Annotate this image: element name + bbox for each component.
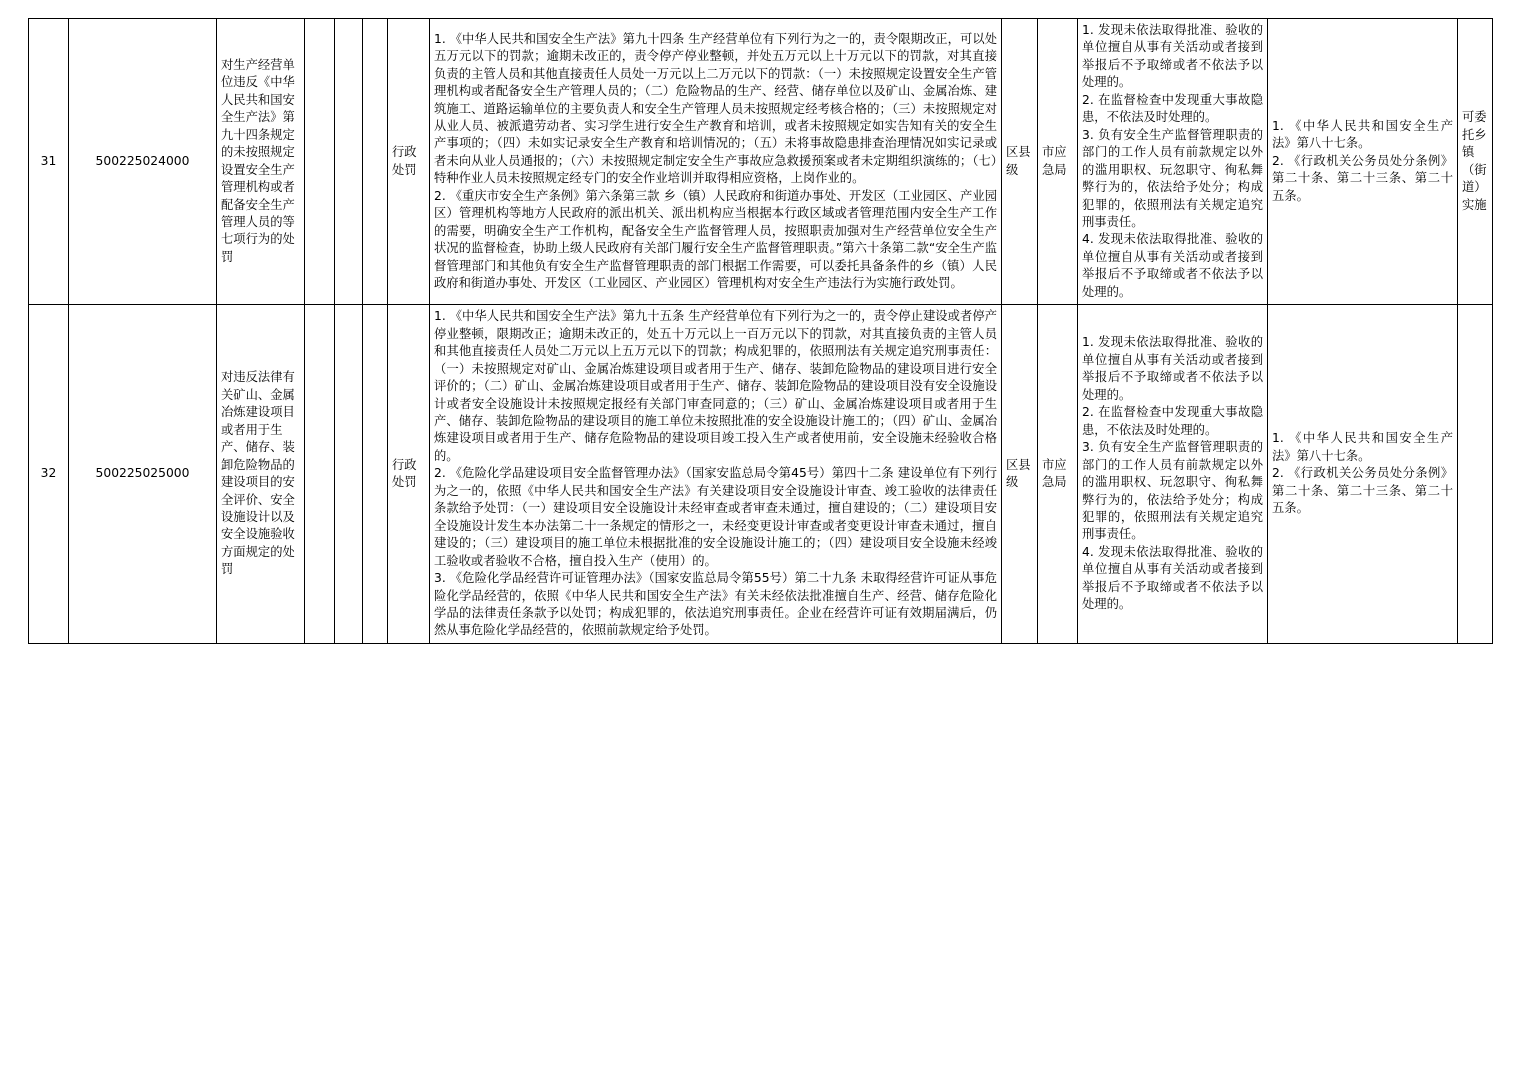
accountability-basis: 1. 《中华人民共和国安全生产法》第八十七条。 2. 《行政机关公务员处分条例》第二十条、第二十三条、第二十五条。	[1268, 19, 1458, 305]
table-body	[29, 19, 1493, 644]
blank-cell-3	[363, 305, 388, 644]
department: 市应急局	[1038, 305, 1078, 644]
row-index: 31	[29, 19, 69, 305]
implementation-level: 区县级	[1002, 19, 1038, 305]
legal-basis: 1. 《中华人民共和国安全生产法》第九十四条 生产经营单位有下列行为之一的，责令限期改正，可以处五万元以下的罚款；逾期未改正的，责令停产停业整顿，并处五万元以上十万元以下的罚款，对其直接负责的主管人员和其他直接责任人员处一万元以上二万元以下的罚款：（一）未按照规定设置安全生产管理机构或者配备安全生产管理人员的；（二）危险物品的生产、经营、储存单位以及矿山、金属冶炼、建筑施工、道路运输单位的主要负责人和安全生产管理人员未按照规定经考核合格的；（三）未按照规定对从业人员、被派遣劳动者、实习学生进行安全生产教育和培训，或者未按照规定如实告知有关的安全生产事项的；（四）未如实记录安全生产教育和培训情况的；（五）未将事故隐患排查治理情况如实记录或者未向从业人员通报的；（六）未按照规定制定安全生产事故应急救援预案或者未定期组织演练的；（七）特种作业人员未按照规定经专门的安全作业培训并取得相应资格，上岗作业的。 2. 《重庆市安全生产条例》第六条第三款 乡（镇）人民政府和街道办事处、开发区（工业园区、产业园区）管理机构等地方人民政府的派出机关、派出机构应当根据本行政区域或者管理范围内安全生产工作的需要，明确安全生产工作机构，配备安全生产监督管理人员，按照职责加强对生产经营单位安全生产状况的监督检查，协助上级人民政府有关部门履行安全生产监督管理职责。”第六十条第二款“安全生产监督管理部门和其他负有安全生产监督管理职责的部门根据工作需要，可以委托具备条件的乡（镇）人民政府和街道办事处、开发区（工业园区、产业园区）管理机构对安全生产违法行为实施行政处罚。	[430, 19, 1002, 305]
table-row	[29, 305, 1493, 644]
legal-basis: 1. 《中华人民共和国安全生产法》第九十五条 生产经营单位有下列行为之一的，责令停止建设或者停产停业整顿，限期改正；逾期未改正的，处五十万元以上一百万元以下的罚款，对其直接负责的主管人员和其他直接责任人员处二万元以上五万元以下的罚款；构成犯罪的，依照刑法有关规定追究刑事责任：（一）未按照规定对矿山、金属冶炼建设项目或者用于生产、储存、装卸危险物品的建设项目进行安全评价的；（二）矿山、金属冶炼建设项目或者用于生产、储存、装卸危险物品的建设项目没有安全设施设计或者安全设施设计未按照规定报经有关部门审查同意的；（三）矿山、金属冶炼建设项目或者用于生产、储存、装卸危险物品的建设项目的施工单位未按照批准的安全设施设计施工的；（四）矿山、金属冶炼建设项目或者用于生产、储存危险物品的建设项目竣工投入生产或者使用前，安全设施未经验收合格的。 2. 《危险化学品建设项目安全监督管理办法》（国家安监总局令第45号）第四十二条 建设单位有下列行为之一的，依照《中华人民共和国安全生产法》有关建设项目安全设施设计审查、竣工验收的法律责任条款给予处罚：（一）建设项目安全设施设计未经审查或者审查未通过，擅自建设的；（二）建设项目安全设施设计发生本办法第二十一条规定的情形之一，未经变更设计审查或者变更设计审查未通过，擅自建设的；（三）建设项目的施工单位未根据批准的安全设施设计施工的；（四）建设项目安全设施未经竣工验收或者验收不合格，擅自投入生产（使用）的。 3. 《危险化学品经营许可证管理办法》（国家安监总局令第55号）第二十九条 未取得经营许可证从事危险化学品经营的，依照《中华人民共和国安全生产法》有关未经依法批准擅自生产、经营、储存危险化学品的法律责任条款予以处罚；构成犯罪的，依法追究刑事责任。企业在经营许可证有效期届满后，仍然从事危险化学品经营的，依照前款规定给予处罚。	[430, 305, 1002, 644]
item-code: 500225025000	[69, 305, 217, 644]
department: 市应急局	[1038, 19, 1078, 305]
item-type: 行政处罚	[388, 305, 430, 644]
blank-cell-1	[305, 305, 335, 644]
blank-cell-1	[305, 19, 335, 305]
blank-cell-2	[335, 19, 363, 305]
implementation-level: 区县级	[1002, 305, 1038, 644]
remark	[1458, 305, 1493, 644]
item-name: 对违反法律有关矿山、金属冶炼建设项目或者用于生产、储存、装卸危险物品的建设项目的安全评价、安全设施设计以及安全设施验收方面规定的处罚	[217, 305, 305, 644]
blank-cell-3	[363, 19, 388, 305]
table-row	[29, 19, 1493, 305]
accountability-items: 1. 发现未依法取得批准、验收的单位擅自从事有关活动或者接到举报后不予取缔或者不依法予以处理的。 2. 在监督检查中发现重大事故隐患，不依法及时处理的。 3. 负有安全生产监督管理职责的部门的工作人员有前款规定以外的滥用职权、玩忽职守、徇私舞弊行为的，依法给予处分；构成犯罪的，依照刑法有关规定追究刑事责任。 4. 发现未依法取得批准、验收的单位擅自从事有关活动或者接到举报后不予取缔或者不依法予以处理的。	[1078, 19, 1268, 305]
remark: 可委托乡镇（街道）实施	[1458, 19, 1493, 305]
item-name: 对生产经营单位违反《中华人民共和国安全生产法》第九十四条规定的未按照规定设置安全生产管理机构或者配备安全生产管理人员的等七项行为的处罚	[217, 19, 305, 305]
blank-cell-2	[335, 305, 363, 644]
row-index: 32	[29, 305, 69, 644]
accountability-items: 1. 发现未依法取得批准、验收的单位擅自从事有关活动或者接到举报后不予取缔或者不依法予以处理的。 2. 在监督检查中发现重大事故隐患，不依法及时处理的。 3. 负有安全生产监督管理职责的部门的工作人员有前款规定以外的滥用职权、玩忽职守、徇私舞弊行为的，依法给予处分；构成犯罪的，依照刑法有关规定追究刑事责任。 4. 发现未依法取得批准、验收的单位擅自从事有关活动或者接到举报后不予取缔或者不依法予以处理的。	[1078, 305, 1268, 644]
item-code: 500225024000	[69, 19, 217, 305]
administrative-penalty-table	[28, 18, 1493, 644]
item-type: 行政处罚	[388, 19, 430, 305]
accountability-basis: 1. 《中华人民共和国安全生产法》第八十七条。 2. 《行政机关公务员处分条例》第二十条、第二十三条、第二十五条。	[1268, 305, 1458, 644]
